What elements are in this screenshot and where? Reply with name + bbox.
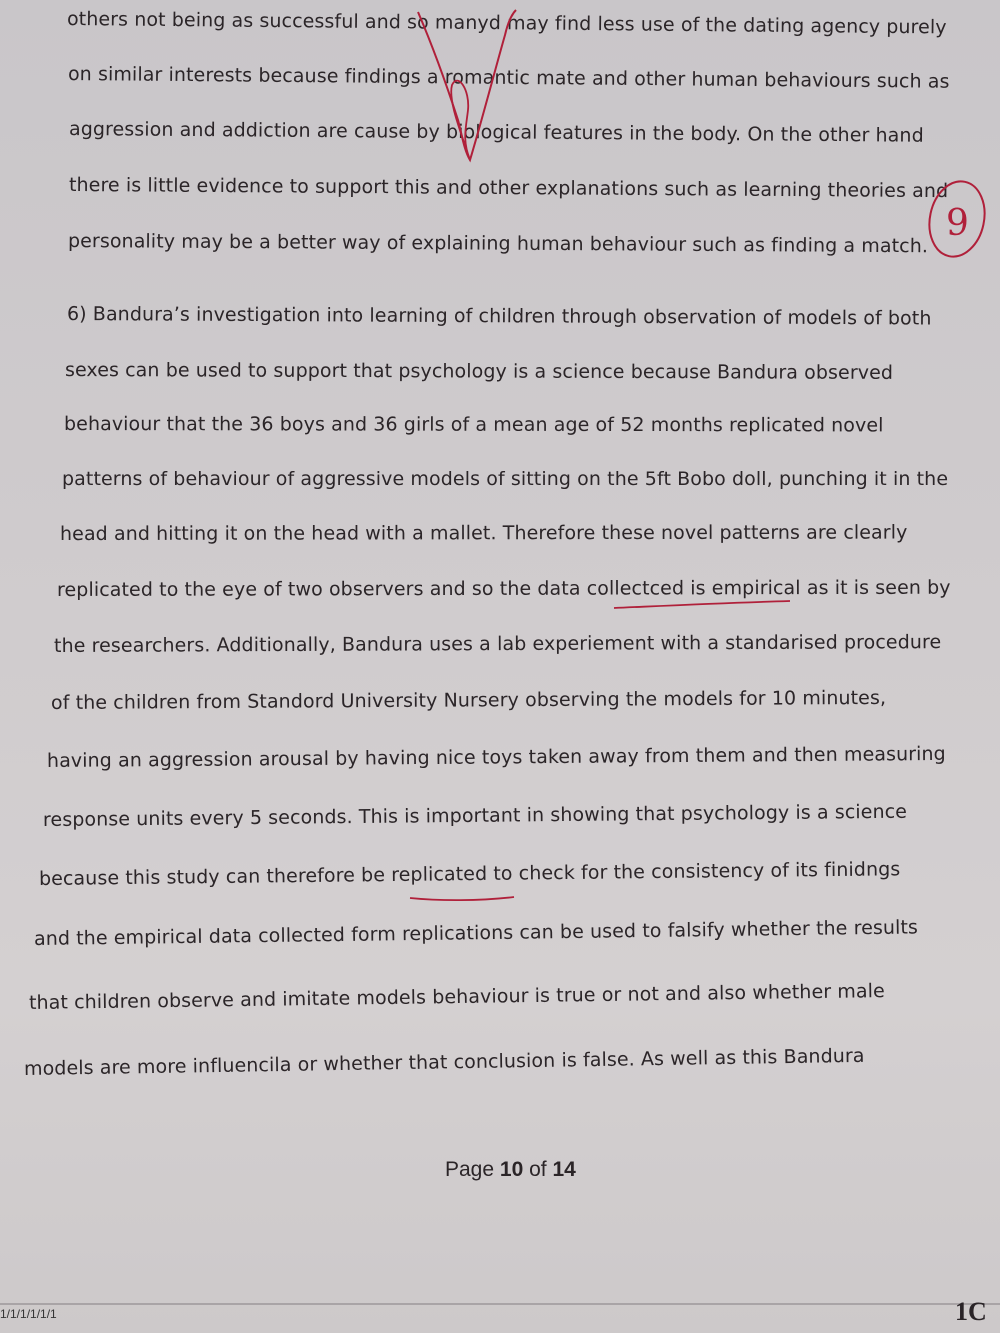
footer-prefix: Page [445,1158,500,1181]
bottom-margin-code: 1/1/1/1/1/1 [0,1307,57,1321]
text-line-5: personality may be a better way of explaining human behaviour such as finding a match. [67,230,929,258]
footer-total-pages: 14 [552,1158,576,1181]
text-line-4: there is little evidence to support this and other explanations such as learning theories and [68,174,949,203]
text-line-19: models are more influencila or whether that conclusion is false. As well as this Bandura [23,1044,865,1080]
text-line-6: 6) Bandura’s investigation into learning of children through observation of models of both [66,303,932,330]
underline-replicated [410,897,514,900]
score-text: 9 [946,203,969,244]
bottom-divider [0,1303,1000,1305]
text-line-10: head and hitting it on the head with a mallet. Therefore these novel patterns are clearly [59,521,908,545]
page-number-footer [445,1158,576,1182]
text-line-8: behaviour that the 36 boys and 36 girls of a mean age of 52 months replicated novel [63,413,884,437]
text-line-1: others not being as successful and so manyd may find less use of the dating agency purely [66,8,947,39]
text-line-14: having an aggression arousal by having nice toys taken away from them and then measuring [46,742,946,772]
text-line-9: patterns of behaviour of aggressive models of sitting on the 5ft Bobo doll, punching it in the [62,468,949,490]
text-line-11: replicated to the eye of two observers and so the data collectced is empirical as it is seen by [56,576,951,601]
text-line-3: aggression and addiction are cause by biological features in the body. On the other hand [68,118,924,147]
text-line-12: the researchers. Additionally, Bandura uses a lab experiement with a standarised procedure [53,631,942,657]
text-line-13: of the children from Standord University Nursery observing the models for 10 minutes, [50,686,887,714]
text-line-17: and the empirical data collected form replications can be used to falsify whether the results [33,916,919,950]
text-line-2: on similar interests because findings a romantic mate and other human behaviours such as [67,63,950,93]
text-line-7: sexes can be used to support that psychology is a science because Bandura observed [64,359,894,384]
footer-current-page: 10 [499,1158,524,1181]
text-line-15: response units every 5 seconds. This is important in showing that psychology is a science [42,800,908,831]
text-line-18: that children observe and imitate models behaviour is true or not and also whether male [28,980,886,1014]
text-line-16: because this study can therefore be replicated to check for the consistency of its finidngs [38,858,901,890]
underline-empirical [614,601,790,608]
footer-middle: of [523,1158,553,1181]
corner-handwritten-mark: 1C [955,1297,987,1326]
